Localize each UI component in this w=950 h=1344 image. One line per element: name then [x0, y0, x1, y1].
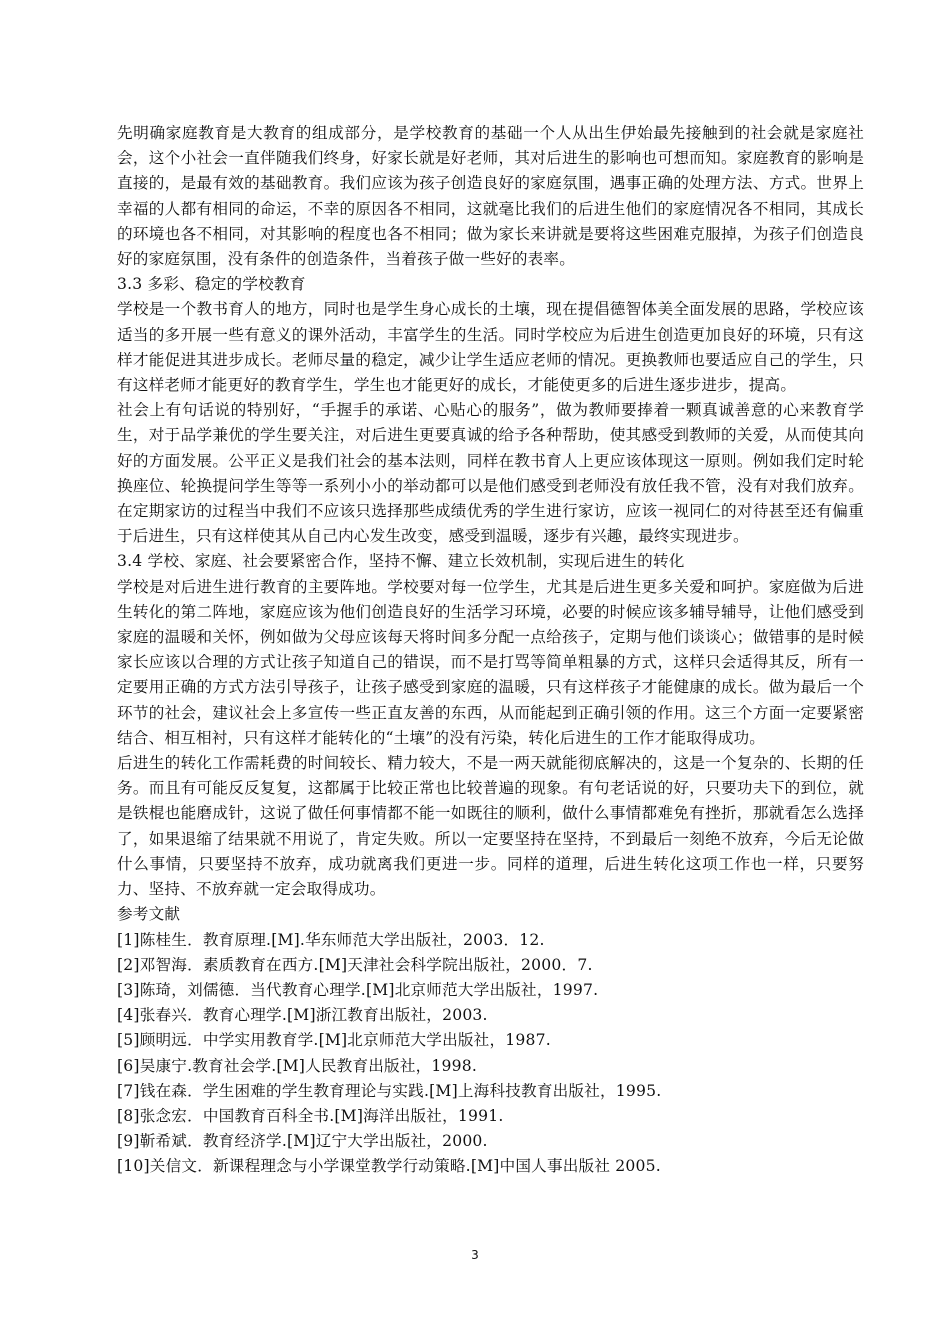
reference-list — [117, 928, 864, 1180]
paragraph-family-education: 先明确家庭教育是大教育的组成部分，是学校教育的基础一个人从出生伊始最先接触到的社会就是家庭社会，这个小社会一直伴随我们终身，好家长就是好老师，其对后进生的影响也可想而知。家庭教育的影响是直接的，是最有效的基础教育。我们应该为孩子创造良好的家庭氛围，遇事正确的处理方法、方式。世界上幸福的人都有相同的命运，不幸的原因各不相同，这就毫比我们的后进生他们的家庭情况各不相同，其成长的环境也各不相同，对其影响的程度也各不相同；做为家长来讲就是要将这些困难克服掉，为孩子们创造良好的家庭氛围，没有条件的创造条件，当着孩子做一些好的表率。 — [117, 124, 864, 269]
paragraph-cooperation: 学校是对后进生进行教育的主要阵地。学校要对每一位学生，尤其是后进生更多关爱和呵护。家庭做为后进生转化的第二阵地，家庭应该为他们创造良好的生活学习环境，必要的时候应该多辅导辅导，让他们感受到家庭的温暖和关怀，例如做为父母应该每天将时间多分配一点给孩子，定期与他们谈谈心；做错事的是时候家长应该以合理的方式让孩子知道自己的错误，而不是打骂等简单粗暴的方式，这样只会适得其反，所有一定要用正确的方式方法引导孩子，让孩子感受到家庭的温暖，只有这样孩子才能健康的成长。做为最后一个环节的社会，建议社会上多宣传一些正直友善的东西，从而能起到正确引领的作用。这三个方面一定要紧密结合、相互相衬，只有这样才能转化的“土壤”的没有污染，转化后进生的工作才能取得成功。 — [117, 577, 864, 747]
reference-item: [10]关信文．新课程理念与小学课堂教学行动策略.[M]中国人事出版社 2005. — [117, 1157, 661, 1176]
section-heading-3-3: 3.3 多彩、稳定的学校教育 — [117, 275, 306, 294]
section-heading-3-4: 3.4 学校、家庭、社会要紧密合作，坚持不懈、建立长效机制，实现后进生的转化 — [117, 552, 685, 571]
references-title: 参考文献 — [117, 905, 181, 924]
page-number: 3 — [471, 1248, 479, 1262]
reference-item: [4]张春兴．教育心理学.[M]浙江教育出版社，2003. — [117, 1006, 488, 1025]
reference-item: [3]陈琦，刘儒德．当代教育心理学.[M]北京师范大学出版社，1997. — [117, 980, 599, 999]
reference-item: [1]陈桂生．教育原理.[M].华东师范大学出版社，2003．12. — [117, 930, 545, 949]
reference-item: [8]张念宏．中国教育百科全书.[M]海洋出版社，1991. — [117, 1106, 504, 1125]
paragraph-school-education: 学校是一个教书育人的地方，同时也是学生身心成长的土壤，现在提倡德智体美全面发展的思路，学校应该适当的多开展一些有意义的课外活动，丰富学生的生活。同时学校应为后进生创造更加良好的环境，只有这样才能促进其进步成长。老师尽量的稳定，减少让学生适应老师的情况。更换教师也要适应自己的学生，只有这样老师才能更好的教育学生，学生也才能更好的成长，才能使更多的后进生逐步进步，提高。 — [117, 300, 864, 395]
reference-item: [2]邓智海．素质教育在西方.[M]天津社会科学院出版社，2000．7. — [117, 955, 593, 974]
document-body — [117, 121, 864, 1180]
paragraph-teacher-care: 社会上有句话说的特别好，“手握手的承诺、心贴心的服务”，做为教师要捧着一颗真诚善意的心来教育学生，对于品学兼优的学生要关注，对后进生更要真诚的给予各种帮助，使其感受到教师的关爱，从而使其向好的方面发展。公平正义是我们社会的基本法则，同样在教书育人上更应该体现这一原则。例如我们定时轮换座位、轮换提问学生等等一系列小小的举动都可以是他们感受到老师没有放任我不管，没有对我们放弃。在定期家访的过程当中我们不应该只选择那些成绩优秀的学生进行家访，应该一视同仁的对待甚至还有偏重于后进生，只有这样使其从自己内心发生改变，感受到温暖，逐步有兴趣，最终实现进步。 — [117, 401, 864, 546]
paragraph-persistence: 后进生的转化工作需耗费的时间较长、精力较大，不是一两天就能彻底解决的，这是一个复杂的、长期的任务。而且有可能反反复复，这都属于比较正常也比较普遍的现象。有句老话说的好，只要功夫下的到位，就是铁棍也能磨成针，这说了做任何事情都不能一如既往的顺利，做什么事情都难免有挫折，那就看怎么选择了，如果退缩了结果就不用说了，肯定失败。所以一定要坚持在坚持，不到最后一刻绝不放弃，今后无论做什么事情，只要坚持不放弃，成功就离我们更进一步。同样的道理，后进生转化这项工作也一样，只要努力、坚持、不放弃就一定会取得成功。 — [117, 754, 864, 899]
reference-item: [5]顾明远．中学实用教育学.[M]北京师范大学出版社，1987. — [117, 1031, 551, 1050]
reference-item: [9]靳希斌．教育经济学.[M]辽宁大学出版社，2000. — [117, 1132, 488, 1151]
reference-item: [6]吴康宁.教育社会学.[M]人民教育出版社，1998. — [117, 1056, 478, 1075]
reference-item: [7]钱在森．学生困难的学生教育理论与实践.[M]上海科技教育出版社，1995. — [117, 1081, 662, 1100]
